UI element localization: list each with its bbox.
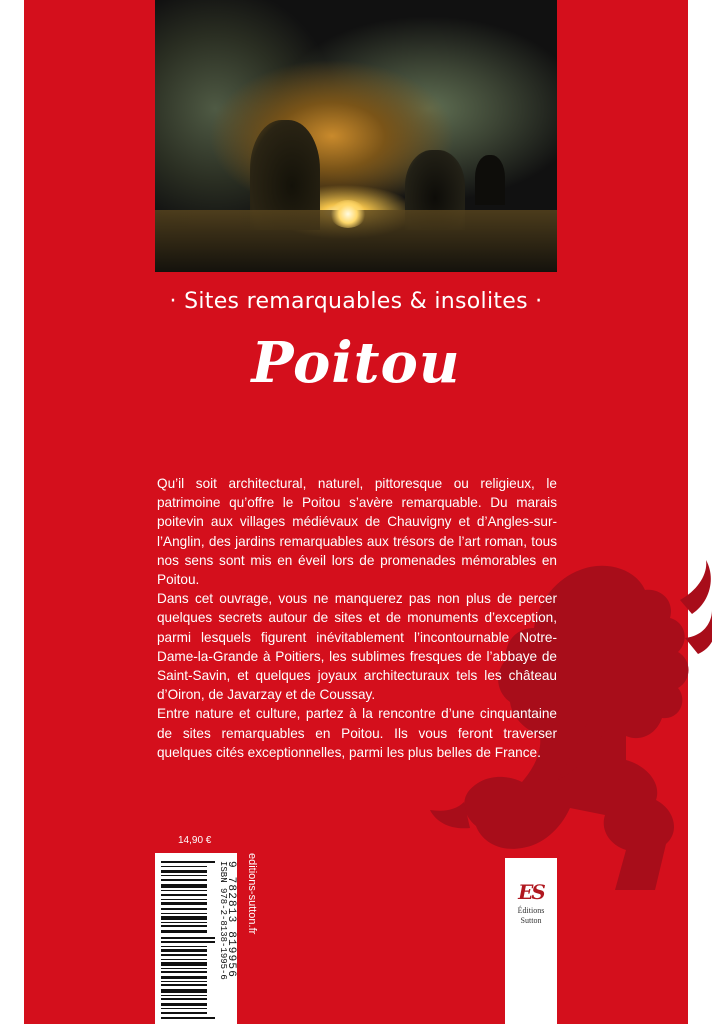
series-title: · Sites remarquables & insolites · <box>169 289 543 314</box>
lantern-glow <box>330 200 366 228</box>
publisher-name-line2: Sutton <box>520 916 542 925</box>
publisher-name-line1: Éditions <box>517 906 545 915</box>
cover-photo <box>155 0 557 272</box>
barcode-icon <box>161 861 215 1019</box>
blurb-paragraph: Dans cet ouvrage, vous ne manquerez pas non plus de percer quelques secrets autour de sites et de monuments d’exception, parmi lesquels figurent inévitablement l’incontournable Notre-Dame-la-Grande à Poitiers, les sublimes fresques de l’abbaye de Saint-Savin, et quelques joyaux architecturaux tels les château d’Oiron, de Javarzay et de Coussay. <box>157 591 557 703</box>
blurb-paragraph: Qu’il soit architectural, naturel, pittoresque ou religieux, le patrimoine qu’offre le Poitou s’avère remarquable. Du marais poitevin aux villages médiévaux de Chauvigny et d’Angles-sur-l’Anglin, des jardins remarquables aux trésors de l’art roman, tous nos sens sont mis en éveil lors de promenades mémorables en Poitou. <box>157 476 557 588</box>
back-cover-blurb <box>157 474 557 762</box>
barcode-number: 9 782813 819956 <box>225 861 237 979</box>
isbn-label: ISBN 978-2-8138-1995-6 <box>218 861 228 980</box>
publisher-logo <box>505 858 557 1024</box>
book-title: Poitou <box>251 330 461 396</box>
blurb-paragraph: Entre nature et culture, partez à la rencontre d’une cinquantaine de sites remarquables en Poitou. Ils vous feront traverser quelques cités exceptionnelles, parmi les plus belles de France. <box>157 706 557 760</box>
publisher-website: editions-sutton.fr <box>246 853 258 935</box>
barcode-panel <box>155 853 237 1024</box>
publisher-mark: ES <box>518 880 544 904</box>
cave-arch-far <box>475 155 505 205</box>
price-label: 14,90 € <box>178 835 212 846</box>
